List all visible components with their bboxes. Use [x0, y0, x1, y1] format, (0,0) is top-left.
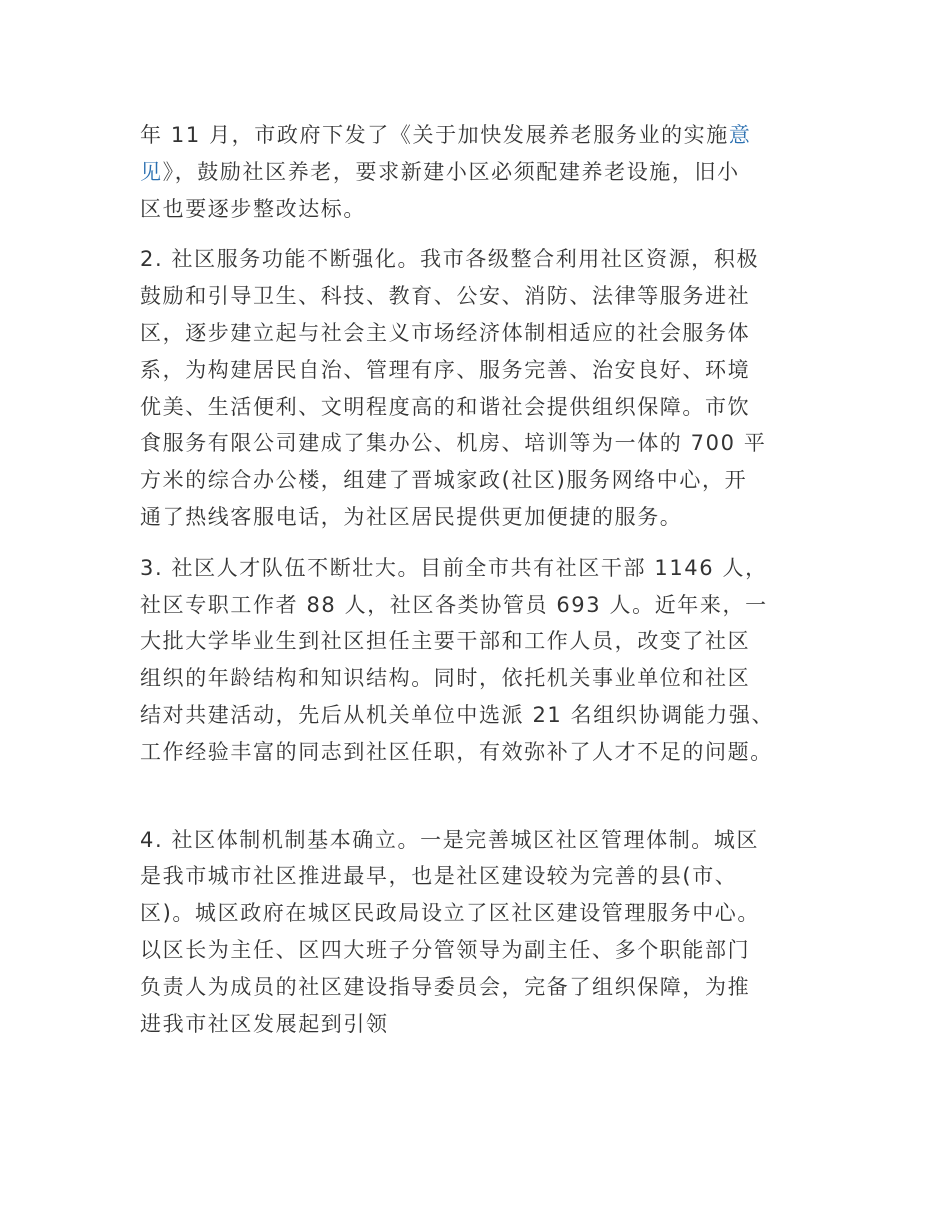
- text-line: 食服务有限公司建成了集办公、机房、培训等为一体的 700 平: [140, 431, 767, 456]
- text-line: 是我市城市社区推进最早，也是社区建设较为完善的县(市、: [140, 864, 738, 889]
- text-segment: 年 11 月，市政府下发了《关于加快发展养老服务业的实施: [140, 123, 729, 147]
- text-line: 通了热线客服电话，为社区居民提供更加便捷的服务。: [140, 504, 683, 529]
- text-line: [140, 117, 820, 154]
- link-text[interactable]: 见: [140, 159, 163, 184]
- text-line: 负责人为成员的社区建设指导委员会，完备了组织保障，为推: [140, 974, 751, 999]
- text-line: 组织的年龄结构和知识结构。同时，依托机关事业单位和社区: [140, 666, 751, 691]
- text-line: 社区专职工作者 88 人，社区各类协管员 693 人。近年来，一: [140, 592, 768, 617]
- paragraph-3: [140, 550, 820, 771]
- paragraph-1: [140, 117, 820, 227]
- text-line: 鼓励和引导卫生、科技、教育、公安、消防、法律等服务进社: [140, 284, 751, 309]
- paragraph-2: [140, 241, 820, 535]
- text-line: 大批大学毕业生到社区担任主要干部和工作人员，改变了社区: [140, 629, 751, 654]
- text-line: 区也要逐步整改达标。: [140, 196, 366, 221]
- text-line: 系，为构建居民自治、管理有序、服务完善、治安良好、环境: [140, 357, 751, 382]
- text-line: 区，逐步建立起与社会主义市场经济体制相适应的社会服务体: [140, 320, 751, 345]
- link-text[interactable]: 意: [728, 123, 752, 147]
- document-page: [140, 117, 820, 1042]
- text-line: 方米的综合办公楼，组建了晋城家政(社区)服务网络中心，开: [140, 468, 748, 493]
- text-line: 以区长为主任、区四大班子分管领导为副主任、多个职能部门: [140, 937, 751, 962]
- text-line: 工作经验丰富的同志到社区任职，有效弥补了人才不足的问题。: [140, 739, 773, 764]
- text-segment: 》，鼓励社区养老，要求新建小区必须配建养老设施，旧小: [162, 159, 740, 184]
- text-line: 3. 社区人才队伍不断壮大。目前全市共有社区干部 1146 人，: [140, 555, 768, 580]
- text-line: 区)。城区政府在城区民政局设立了区社区建设管理服务中心。: [140, 901, 760, 926]
- text-line: 2. 社区服务功能不断强化。我市各级整合利用社区资源，积极: [140, 247, 760, 272]
- text-line: 优美、生活便利、文明程度高的和谐社会提供组织保障。市饮: [140, 394, 751, 419]
- text-line: [140, 154, 820, 191]
- text-line: 进我市社区发展起到引领: [140, 1011, 389, 1036]
- text-line: 4. 社区体制机制基本确立。一是完善城区社区管理体制。城区: [140, 827, 760, 852]
- paragraph-4: [140, 822, 820, 1043]
- text-line: 结对共建活动，先后从机关单位中选派 21 名组织协调能力强、: [140, 702, 775, 727]
